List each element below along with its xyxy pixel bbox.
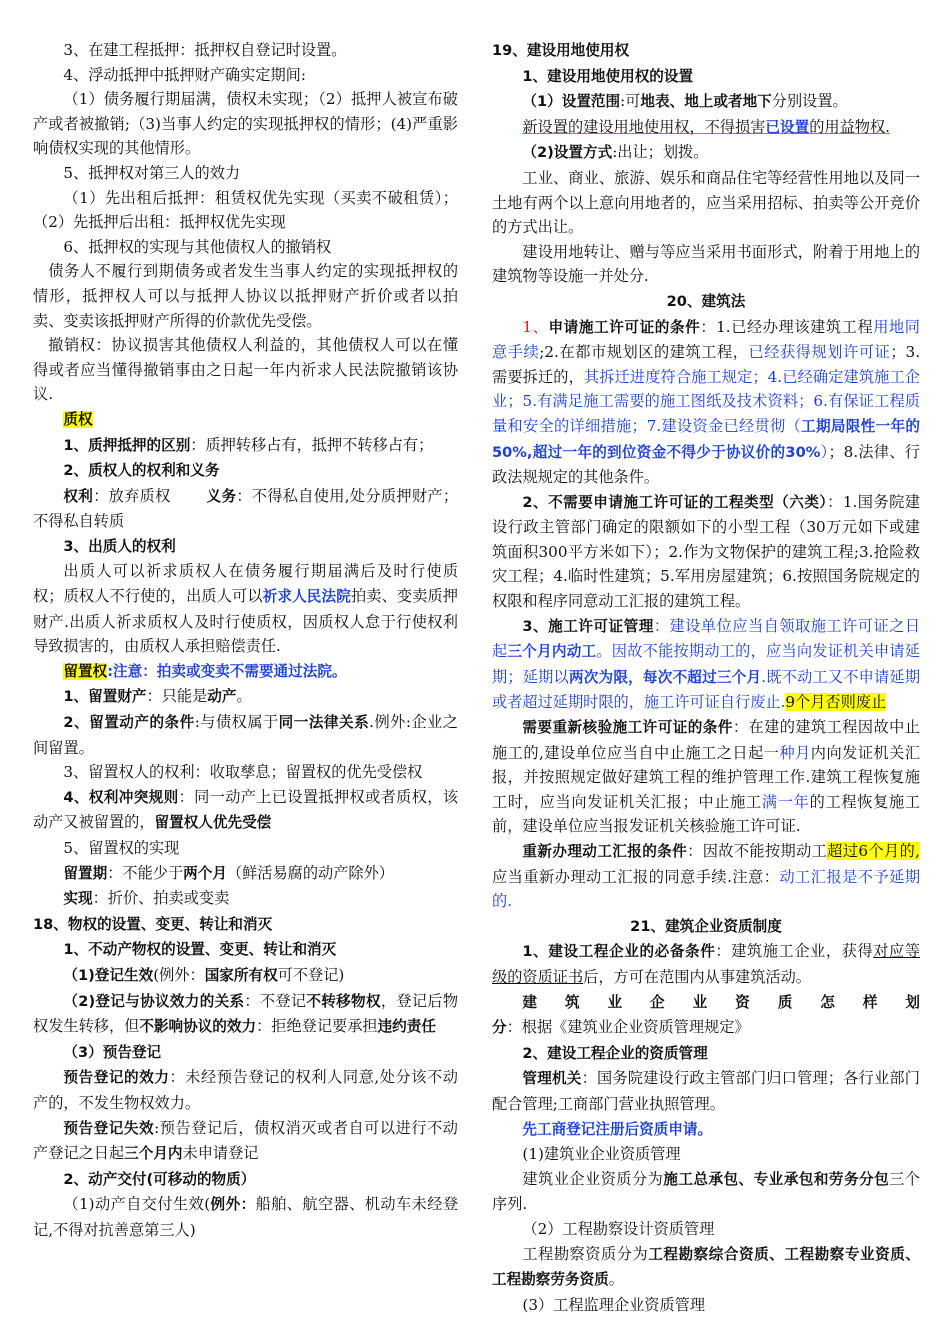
paragraph: 2、动产交付(可移动的物质） <box>63 1170 256 1188</box>
section-heading: 18、物权的设置、变更、转让和消灭 <box>33 915 273 933</box>
paragraph: 6、抵押权的实现与其他债权人的撤销权 <box>63 237 332 256</box>
paragraph: (3）工程监理企业资质管理 <box>522 1295 706 1314</box>
paragraph: 实现：折价、拍卖或变卖 <box>63 889 230 908</box>
paragraph: 预告登记的效力：未经预告登记的权利人同意,处分该不动产的，不发生物权效力。 <box>33 1068 458 1112</box>
paragraph: 重新办理动工汇报的条件：因故不能按期动工超过6个月的,应当重新办理动工汇报的同意手续.注意：动工汇报是不予延期的. <box>492 842 921 911</box>
paragraph: （3）预告登记 <box>63 1043 162 1061</box>
paragraph: 工程勘察资质分为工程勘察综合资质、工程勘察专业资质、工程勘察劳务资质。 <box>492 1244 920 1289</box>
paragraph: 3、施工许可证管理：建设单位应当自领取施工许可证之日起三个月内动工。因故不能按期动工的，应当向发证机关申请延期；延期以两次为限，每次不超过三个月.既不动工又不申请延期或者超过延期时限的，施工许可证自行废止.9个月否则废止 <box>492 616 921 712</box>
paragraph: 2、留置动产的条件:与债权属于同一法律关系.例外:企业之间留置。 <box>33 713 458 757</box>
paragraph: 建筑业企业资质怎样划分：根据《建筑业企业资质管理规定》 <box>492 993 920 1037</box>
paragraph: （1）债务履行期届满，债权未实现；（2）抵押人被宣布破产或者被撤销;（3)当事人约定的实现抵押权的情形；(4)严重影响债权实现的其他情形。 <box>33 90 458 158</box>
paragraph: 建设用地转让、赠与等应当采用书面形式，附着于用地上的建筑物等设施一并处分. <box>492 242 920 286</box>
paragraph: 撤销权：协议损害其他债权人利益的，其他债权人可以在懂得或者应当懂得撤销事由之日起一年内祈求人民法院撤销该协议. <box>33 336 458 404</box>
section-heading: 留置权:注意：拍卖或变卖不需要通过法院。 <box>63 662 347 680</box>
paragraph: 权利：放弃质权 义务：不得私自使用,处分质押财产；不得私自转质 <box>33 486 459 531</box>
paragraph: 5、留置权的实现 <box>63 839 180 857</box>
paragraph: 预告登记失效:预告登记后，债权消灭或者自可以进行不动产登记之日起三个月内未申请登记 <box>33 1118 458 1163</box>
left-column <box>33 38 458 1243</box>
paragraph: （1)动产自交付生效(例外：船舶、航空器、机动车未经登记,不得对抗善意第三人) <box>33 1195 459 1239</box>
paragraph: 新设置的建设用地使用权，不得损害已设置的用益物权. <box>522 117 890 136</box>
paragraph: 债务人不履行到期债务或者发生当事人约定的实现抵押权的情形，抵押权人可以与抵押人协议以抵押财产折价或者以拍卖、变卖该抵押财产所得的价款优先受偿。 <box>33 262 458 330</box>
paragraph: 需要重新核验施工许可证的条件：在建的建筑工程因故中止施工的,建设单位应当自中止施工之日起一种月内向发证机关汇报，并按照规定做好建筑工程的维护管理工作.建筑工程恢复施工时，应当向发证机关汇报；中止施工满一年的工程恢复施工前，建设单位应当报发证机关核验施工许可证. <box>492 718 921 836</box>
paragraph: 1、建设工程企业的必备条件：建筑施工企业，获得对应等级的资质证书后，方可在范围内从事建筑活动。 <box>492 942 921 986</box>
paragraph: 留置期：不能少于两个月（鲜活易腐的动产除外） <box>63 863 394 882</box>
section-heading: 21、建筑企业资质制度 <box>630 917 782 935</box>
paragraph: 3、留置权人的权利：收取孳息；留置权的优先受偿权 <box>63 763 423 782</box>
paragraph: 2、不需要申请施工许可证的工程类型（六类）：1.国务院建设行政主管部门确定的限额如下的小型工程（30万元如下或建筑面积300平方米如下）；2.作为文物保护的建筑工程;3.抢险救灾工程；4.临时性建筑；5.军用房屋建筑；6.按照国务院规定的权限和程序同意动工汇报的建筑工程。 <box>492 492 920 611</box>
paragraph: (1)建筑业企业资质管理 <box>522 1145 681 1164</box>
paragraph: 1、建设用地使用权的设置 <box>522 67 694 85</box>
paragraph: 3、在建工程抵押：抵押权自登记时设置。 <box>63 41 347 59</box>
section-heading: 19、建设用地使用权 <box>492 42 630 59</box>
section-heading: 20、建筑法 <box>666 292 746 310</box>
paragraph: 2、建设工程企业的资质管理 <box>522 1044 708 1062</box>
paragraph: 建筑业企业资质分为施工总承包、专业承包和劳务分包三个序列. <box>492 1169 920 1214</box>
paragraph: 工业、商业、旅游、娱乐和商品住宅等经营性用地以及同一土地有两个以上意向用地者的，应当采用招标、拍卖等公开竞价的方式出让。 <box>492 168 920 237</box>
paragraph: （2)登记与协议效力的关系：不登记不转移物权，登记后物权发生转移，但不影响协议的效力：拒绝登记要承担违约责任 <box>33 991 459 1036</box>
paragraph: 4、浮动抵押中抵押财产确实定期间: <box>63 65 306 84</box>
paragraph: 1、留置财产：只能是动产。 <box>63 687 252 706</box>
paragraph: （2)设置方式:出让；划拨。 <box>522 143 709 162</box>
paragraph: 管理机关：国务院建设行政主管部门归口管理；各行业部门配合管理;工商部门营业执照管理。 <box>492 1069 920 1113</box>
right-column <box>492 38 920 1317</box>
paragraph: 1、质押抵押的区别：质押转移占有，抵押不转移占有； <box>63 435 434 454</box>
paragraph: （2）工程勘察设计资质管理 <box>522 1219 715 1238</box>
paragraph: （1)登记生效(例外：国家所有权可不登记) <box>63 965 345 984</box>
paragraph: （1）先出租后抵押：租赁权优先实现（买卖不破租赁）；（2）先抵押后出租：抵押权优先实现 <box>33 188 458 232</box>
paragraph: 先工商登记注册后资质申请。 <box>522 1120 713 1138</box>
paragraph: 1、不动产物权的设置、变更、转让和消灭 <box>63 941 337 959</box>
paragraph: 1、申请施工许可证的条件：1.已经办理该建筑工程用地同意手续;2.在都市规划区的建筑工程，已经获得规划许可证；3.需要拆迁的，其拆迁进度符合施工规定；4.已经确定建筑施工企业；5.有满足施工需要的施工图纸及技术资料；6.有保证工程质量和安全的详细措施；7.建设资金已经贯彻（工期局限性一年的50%,超过一年的到位资金不得少于协议价的30%）；8.法律、行政法规规定的其他条件。 <box>492 317 921 487</box>
paragraph: （1）设置范围:可地表、地上或者地下分别设置。 <box>522 92 848 111</box>
paragraph: 5、抵押权对第三人的效力 <box>63 163 241 182</box>
paragraph: 2、质权人的权利和义务 <box>63 462 220 480</box>
section-heading <box>33 407 458 433</box>
paragraph: 出质人可以祈求质权人在债务履行期届满后及时行使质权；质权人不行使的，出质人可以祈求人民法院拍卖、变卖质押财产.出质人祈求质权人及时行使质权，因质权人怠于行使权利导致损害的，由质权人承担赔偿责任. <box>33 562 458 656</box>
paragraph: 4、权利冲突规则：同一动产上已设置抵押权或者质权，该动产又被留置的，留置权人优先受偿 <box>33 787 459 832</box>
paragraph: 3、出质人的权利 <box>63 537 176 555</box>
heading-text: 质权 <box>63 410 93 428</box>
